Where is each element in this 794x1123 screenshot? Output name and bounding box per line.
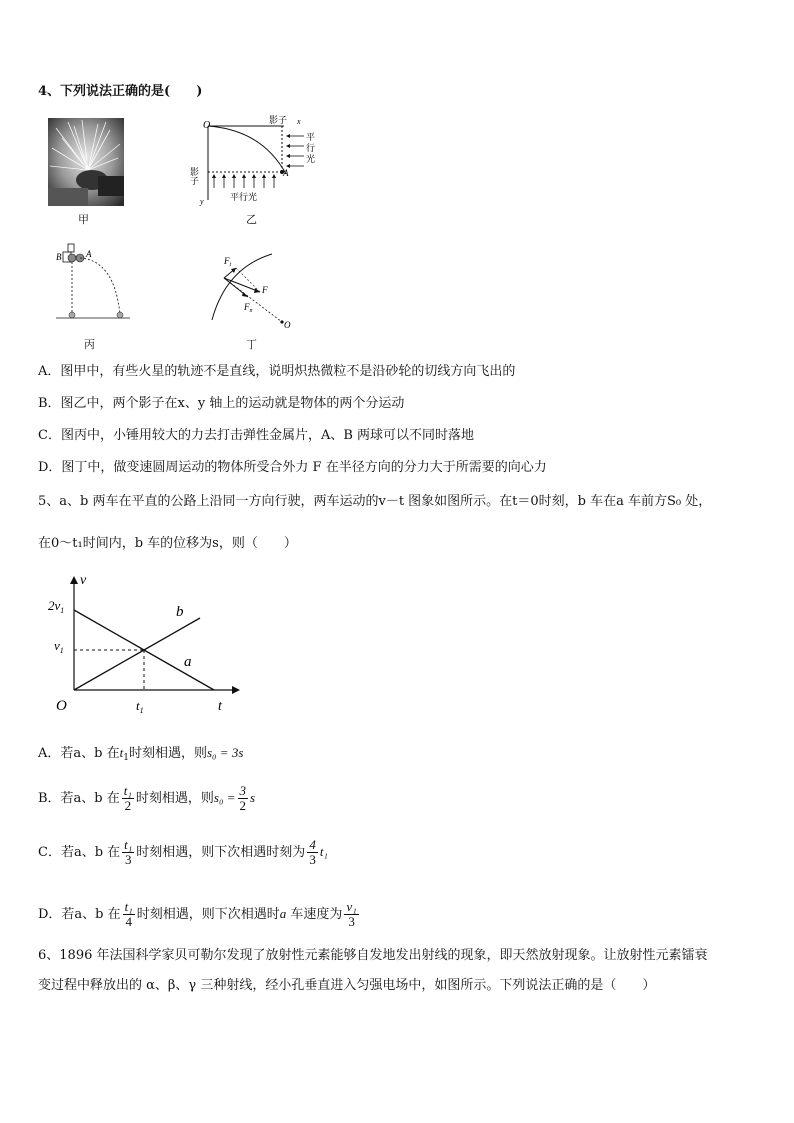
- bottom-light-label: 平行光: [230, 192, 258, 202]
- ball-a-landed: [117, 312, 123, 318]
- q5-a-equation: s₀ = 3s: [206, 745, 244, 760]
- caption-bing: 丙: [84, 338, 95, 351]
- q5-option-a: [38, 744, 243, 767]
- v-axis-label: v: [80, 573, 87, 588]
- series-b-label: b: [176, 604, 184, 620]
- vt-chart-svg: [40, 570, 260, 720]
- caption-yi: 乙: [246, 213, 257, 226]
- q5-option-b: [38, 784, 255, 813]
- tick-t1-label: $t_1$: [136, 698, 144, 715]
- q5-c-frac2: $\frac{4}{3}$: [309, 837, 316, 867]
- origin-label: O: [203, 120, 211, 131]
- fn-label: $F_n$: [244, 302, 253, 314]
- q5-d-tail: 车速度为: [286, 907, 343, 922]
- q6-line2: 变过程中释放出的 α、β、γ 三种射线，经小孔垂直进入匀强电场中，如图所示。下列说法正确的是（ ）: [38, 978, 656, 993]
- q5-c-prefix: C．若a、b 在: [38, 845, 121, 860]
- q5-c-mid: 时刻相遇，则下次相遇时刻为: [136, 845, 306, 860]
- ball-b: [68, 254, 76, 262]
- projectile-path: [80, 258, 120, 314]
- q5-d-frac: $\frac{\text{t₁}}{4}$: [124, 899, 133, 929]
- caption-jia: 甲: [78, 213, 89, 226]
- figure-bing: [54, 240, 132, 322]
- tick-2v1-label: $2v_1$: [48, 598, 65, 615]
- tick-v1-label: $v_1$: [54, 638, 64, 655]
- q4-stem: 4、下列说法正确的是( ): [38, 84, 203, 99]
- q5-d-a: a: [279, 906, 287, 921]
- q5-a-prefix: A．若a、b 在: [38, 746, 120, 761]
- q5-b-eq-left: s₀ =: [213, 790, 236, 805]
- q5-stem-line2: 在0～t₁时间内，b 车的位移为s，则（ ）: [38, 536, 297, 551]
- q5-b-prefix: B．若a、b 在: [38, 791, 120, 806]
- f-label: F: [262, 285, 268, 295]
- trajectory: [208, 126, 286, 174]
- q5-a-t: t: [119, 745, 124, 760]
- ball-b-landed: [69, 312, 75, 318]
- axis-x-label: x: [297, 117, 301, 126]
- q5-d-frac2: $\frac{\text{v₁}}{3}$: [346, 899, 357, 929]
- side-text-3: 光: [306, 154, 316, 164]
- q4-option-c: C．图丙中，小锤用较大的力去打击弹性金属片，A、B 两球可以不同时落地: [38, 428, 475, 443]
- caption-ding: 丁: [246, 338, 257, 351]
- q5-option-c: [38, 838, 328, 867]
- point-a-label: A: [283, 168, 289, 178]
- q5-stem-line1: 5、a、b 两车在平直的公路上沿同一方向行驶，两车运动的v－t 图象如图所示。在t＝0时刻，b 车在a 车前方S₀ 处，: [38, 494, 712, 509]
- q5-c-tail: t₁: [319, 844, 328, 859]
- side-text-2: 行: [306, 143, 316, 153]
- series-a-label: a: [184, 654, 192, 670]
- q5-b-frac2: $\frac{3}{2}$: [239, 783, 247, 813]
- q5-d-prefix: D．若a、b 在: [38, 907, 121, 922]
- q4-option-a: A．图甲中，有些火星的轨迹不是直线，说明炽热微粒不是沿砂轮的切线方向飞出的: [38, 364, 516, 379]
- sparks-photo: [48, 118, 124, 206]
- origin-label: O: [56, 698, 67, 714]
- q5-c-frac: $\frac{\text{t₁}}{3}$: [124, 837, 133, 867]
- center-label: O: [284, 320, 291, 330]
- q4-option-d: D．图丁中，做变速圆周运动的物体所受合外力 F 在半径方向的分力大于所需要的向心力: [38, 460, 547, 475]
- shadow-top-label: 影子: [269, 115, 288, 125]
- q5-b-frac: $\frac{\text{t₁}}{2}$: [123, 783, 132, 813]
- t-axis-label: t: [218, 699, 222, 714]
- figure-jia: [48, 118, 124, 206]
- ft-label: $F_t$: [224, 256, 232, 268]
- shadow-left-label: 影子: [189, 167, 199, 185]
- q5-a-sub: 1: [123, 753, 129, 763]
- axis-y-label: y: [200, 197, 204, 206]
- hammer-head: [68, 244, 74, 252]
- q4-option-b: B．图乙中，两个影子在x、y 轴上的运动就是物体的两个分运动: [38, 396, 405, 411]
- label-a: A: [86, 249, 92, 259]
- figure-yi: [189, 114, 326, 210]
- net-force-vector: [224, 278, 260, 292]
- side-text-1: 平: [306, 132, 316, 142]
- series-b-line: [74, 618, 200, 690]
- q5-vt-graph: [40, 570, 260, 720]
- q5-option-d: [38, 900, 361, 929]
- q5-d-mid: 时刻相遇，则下次相遇时: [136, 907, 280, 922]
- label-b: B: [56, 252, 62, 262]
- q5-b-eq-right: s: [250, 790, 256, 805]
- figure-ding: [202, 248, 302, 334]
- q6-line1: 6、1896 年法国科学家贝可勒尔发现了放射性元素能够自发地发出射线的现象，即天然放射现象。让放射性元素镭衰: [38, 948, 708, 963]
- q5-a-mid: 时刻相遇，则: [128, 746, 207, 761]
- parallel-light-left-arrows: [288, 136, 304, 166]
- q5-b-mid: 时刻相遇，则: [135, 791, 214, 806]
